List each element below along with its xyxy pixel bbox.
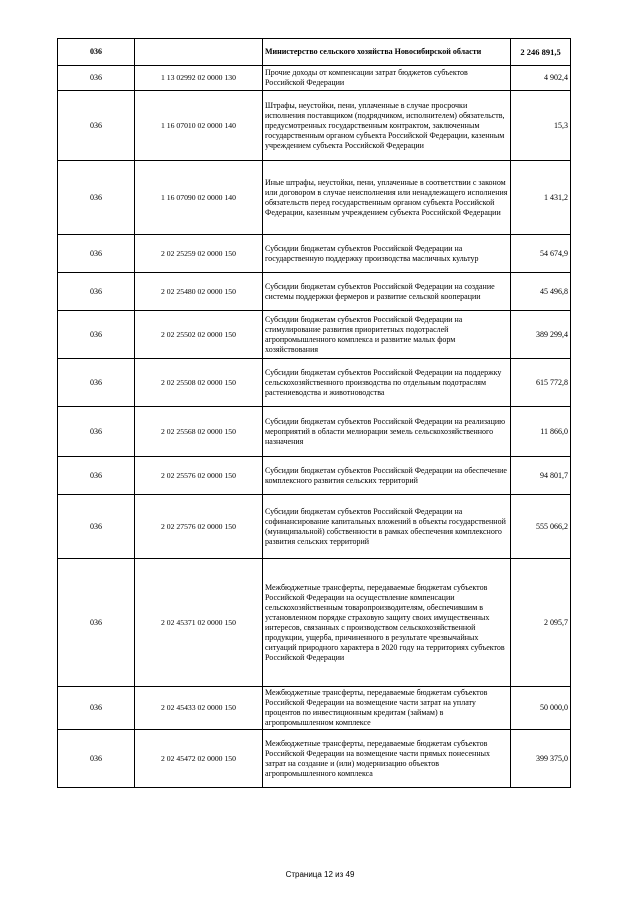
total-amount-cell: 2 246 891,5 — [511, 39, 571, 66]
table-row — [58, 687, 571, 730]
amount-cell: 389 299,4 — [511, 311, 571, 359]
budget-code-cell: 2 02 25502 02 0000 150 — [135, 311, 263, 359]
revenue-name-cell: Субсидии бюджетам субъектов Российской Федерации на обеспечение комплексного развития сельских территорий — [263, 457, 511, 495]
revenue-name-cell: Субсидии бюджетам субъектов Российской Федерации на государственную поддержку производства масличных культур — [263, 235, 511, 273]
budget-code-cell: 2 02 25508 02 0000 150 — [135, 359, 263, 407]
budget-code-cell: 1 16 07090 02 0000 140 — [135, 161, 263, 235]
amount-cell: 11 866,0 — [511, 407, 571, 457]
admin-code-cell: 036 — [58, 687, 135, 730]
amount-cell: 15,3 — [511, 91, 571, 161]
revenue-name-cell: Субсидии бюджетам субъектов Российской Федерации на создание системы поддержки фермеров и развитие сельской кооперации — [263, 273, 511, 311]
amount-cell: 615 772,8 — [511, 359, 571, 407]
amount-cell: 555 066,2 — [511, 495, 571, 559]
page-number: Страница 12 из 49 — [285, 870, 355, 879]
admin-code-cell: 036 — [58, 730, 135, 788]
admin-code-cell: 036 — [58, 559, 135, 687]
budget-code-cell: 1 13 02992 02 0000 130 — [135, 66, 263, 91]
revenue-name-cell: Субсидии бюджетам субъектов Российской Федерации на реализацию мероприятий в области мелиорации земель сельскохозяйственного назначения — [263, 407, 511, 457]
admin-code-cell: 036 — [58, 457, 135, 495]
amount-cell: 1 431,2 — [511, 161, 571, 235]
revenue-name-cell: Межбюджетные трансферты, передаваемые бюджетам субъектов Российской Федерации на возмещение части затрат на уплату процентов по инвестиционным кредитам (займам) в агропромышленном комплексе — [263, 687, 511, 730]
admin-code-cell: 036 — [58, 273, 135, 311]
amount-cell: 2 095,7 — [511, 559, 571, 687]
revenue-name-cell: Межбюджетные трансферты, передаваемые бюджетам субъектов Российской Федерации на осуществление компенсации сельскохозяйственным товаропроизводителям, обеспечившим в установленном порядке страховую защиту своих имущественных интересов, связанных с производством сельскохозяйственной продукции, ущерба, причиненного в результате чрезвычайных ситуаций природного характера в 2020 году на территориях субъектов Российской Федерации — [263, 559, 511, 687]
ministry-name-cell: Министерство сельского хозяйства Новосибирской области — [263, 39, 511, 66]
admin-code-cell: 036 — [58, 311, 135, 359]
budget-code-cell: 2 02 25480 02 0000 150 — [135, 273, 263, 311]
admin-code-cell: 036 — [58, 91, 135, 161]
table-row — [58, 273, 571, 311]
table-row — [58, 311, 571, 359]
budget-code-cell: 2 02 27576 02 0000 150 — [135, 495, 263, 559]
revenue-name-cell: Прочие доходы от компенсации затрат бюджетов субъектов Российской Федерации — [263, 66, 511, 91]
revenue-name-cell: Субсидии бюджетам субъектов Российской Федерации на стимулирование развития приоритетных подотраслей агропромышленного комплекса и развитие малых форм хозяйствования — [263, 311, 511, 359]
ministry-header-row — [58, 39, 571, 66]
table-row — [58, 407, 571, 457]
admin-code-cell: 036 — [58, 495, 135, 559]
budget-code-cell: 1 16 07010 02 0000 140 — [135, 91, 263, 161]
table-row — [58, 235, 571, 273]
table-row — [58, 66, 571, 91]
amount-cell: 54 674,9 — [511, 235, 571, 273]
admin-code-cell: 036 — [58, 39, 135, 66]
revenue-table — [57, 38, 571, 788]
table-row — [58, 559, 571, 687]
revenue-name-cell: Иные штрафы, неустойки, пени, уплаченные в соответствии с законом или договором в случае неисполнения или ненадлежащего исполнения обязательств перед государственным органом субъекта Российской Федерации, казенным учреждением субъекта Российской Федерации — [263, 161, 511, 235]
code-cell — [135, 39, 263, 66]
admin-code-cell: 036 — [58, 407, 135, 457]
amount-cell: 4 902,4 — [511, 66, 571, 91]
budget-code-cell: 2 02 45472 02 0000 150 — [135, 730, 263, 788]
budget-code-cell: 2 02 25568 02 0000 150 — [135, 407, 263, 457]
admin-code-cell: 036 — [58, 235, 135, 273]
amount-cell: 45 496,8 — [511, 273, 571, 311]
admin-code-cell: 036 — [58, 66, 135, 91]
revenue-name-cell: Штрафы, неустойки, пени, уплаченные в случае просрочки исполнения поставщиком (подрядчиком, исполнителем) обязательств, предусмотренных государственным контрактом, заключенным государственным органом субъекта Российской Федерации, казенным учреждением субъекта Российской Федерации — [263, 91, 511, 161]
revenue-name-cell: Субсидии бюджетам субъектов Российской Федерации на поддержку сельскохозяйственного производства по отдельным подотраслям растениеводства и животноводства — [263, 359, 511, 407]
table-row — [58, 359, 571, 407]
amount-cell: 50 000,0 — [511, 687, 571, 730]
table-row — [58, 495, 571, 559]
budget-code-cell: 2 02 25259 02 0000 150 — [135, 235, 263, 273]
table-row — [58, 457, 571, 495]
table-row — [58, 91, 571, 161]
amount-cell: 399 375,0 — [511, 730, 571, 788]
budget-code-cell: 2 02 45371 02 0000 150 — [135, 559, 263, 687]
budget-code-cell: 2 02 45433 02 0000 150 — [135, 687, 263, 730]
revenue-name-cell: Субсидии бюджетам субъектов Российской Федерации на софинансирование капитальных вложений в объекты государственной (муниципальной) собственности в рамках обеспечения комплексного развития сельских территорий — [263, 495, 511, 559]
table-row — [58, 161, 571, 235]
revenue-name-cell: Межбюджетные трансферты, передаваемые бюджетам субъектов Российской Федерации на возмещение части прямых понесенных затрат на создание и (или) модернизацию объектов агропромышленного комплекса — [263, 730, 511, 788]
budget-code-cell: 2 02 25576 02 0000 150 — [135, 457, 263, 495]
amount-cell: 94 801,7 — [511, 457, 571, 495]
table-row — [58, 730, 571, 788]
admin-code-cell: 036 — [58, 359, 135, 407]
admin-code-cell: 036 — [58, 161, 135, 235]
